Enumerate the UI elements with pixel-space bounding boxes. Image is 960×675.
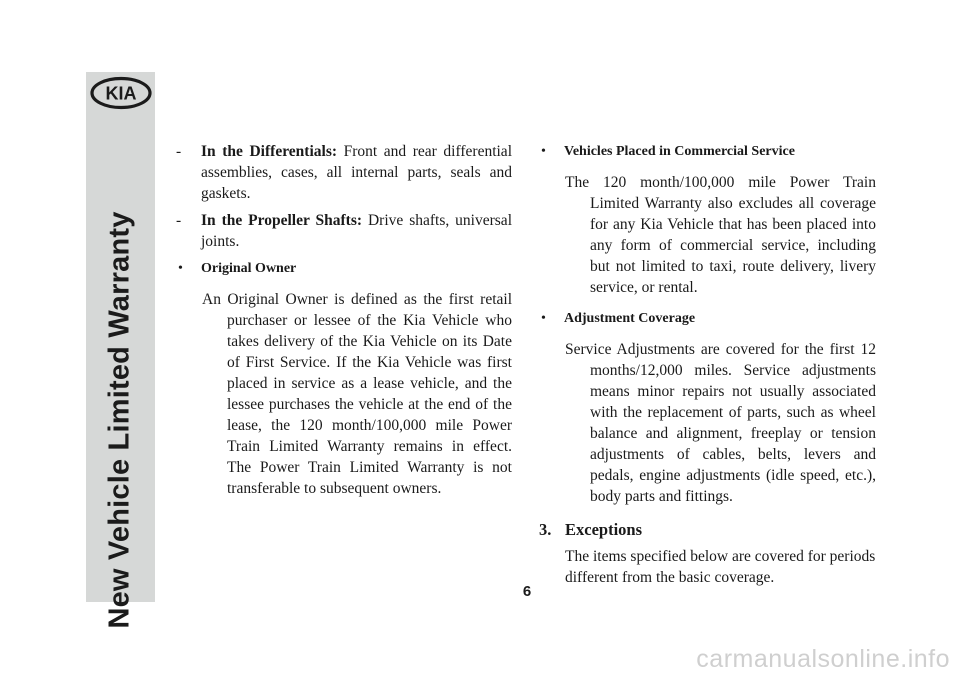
propeller-label: In the Propeller Shafts: [201, 212, 363, 229]
propeller-item: - In the Propeller Shafts: Drive shafts, universal joints. [176, 212, 512, 250]
differentials-item: - In the Differentials: Front and rear differential assemblies, cases, all internal parts, seals and gaskets. [176, 143, 512, 202]
adjustment-heading: • Adjustment Coverage [541, 311, 696, 326]
original-owner-heading: • Original Owner [178, 261, 297, 276]
watermark: carmanualsonline.info [696, 645, 950, 673]
differentials-text: Front and rear differential assemblies, cases, all internal parts, seals and gaskets. [201, 143, 512, 202]
commercial-heading: • Vehicles Placed in Commercial Service [541, 144, 795, 159]
differentials-label: In the Differentials: [201, 143, 338, 160]
page-number: 6 [522, 583, 532, 600]
exceptions-text: The items specified below are covered for periods different from the basic coverage. [565, 548, 876, 586]
commercial-text: The 120 month/100,000 mile Power Train Limited Warranty also excludes all coverage for any Kia Vehicle that has been placed into any form of commercial service, including but not limited to taxi, route delivery, livery service, or rental. [565, 174, 876, 296]
adjustment-text: Service Adjustments are covered for the first 12 months/12,000 miles. Service adjustments means minor repairs not usually associated with the replacement of parts, such as wheel balance and alignment, freeplay or tension adjustments of cables, belts, levers and pedals, engine adjustments (idle speed, etc.), body parts and fittings. [565, 341, 876, 505]
kia-logo [90, 76, 152, 110]
exceptions-heading: 3. Exceptions [539, 520, 643, 539]
propeller-text: Drive shafts, universal joints. [201, 212, 512, 250]
side-title: New Vehicle Limited Warranty [103, 211, 136, 629]
left-column [176, 141, 512, 509]
right-column [539, 141, 876, 588]
svg-text:KIA: KIA [105, 83, 137, 104]
original-owner-text: An Original Owner is defined as the first retail purchaser or lessee of the Kia Vehicle who takes delivery of the Kia Vehicle on its Date of First Service. If the Kia Vehicle was first placed in service as a lease vehicle, and the lessee purchases the vehicle at the end of the lease, the 120 month/100,000 mile Power Train Limited Warranty remains in effect. The Power Train Limited Warranty is not transferable to subsequent owners. [202, 291, 512, 497]
